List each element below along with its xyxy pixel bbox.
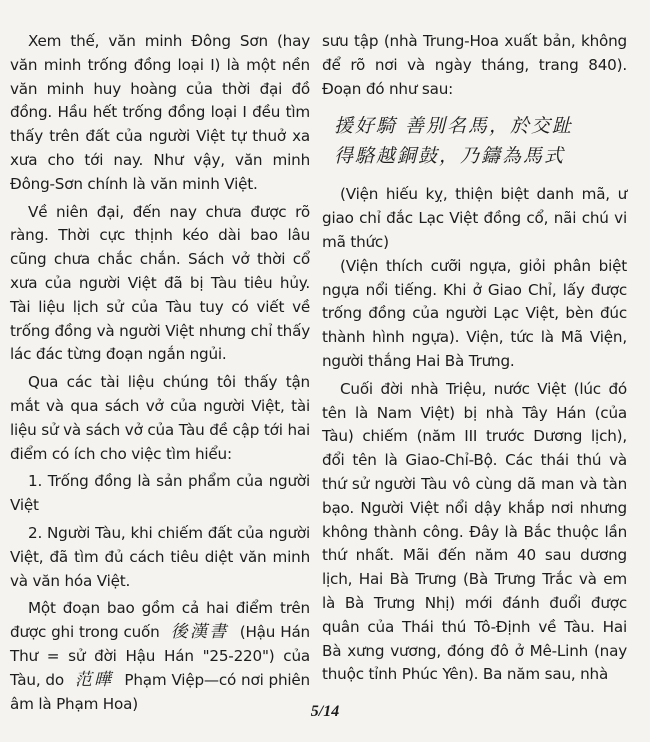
list-item-1: 1. Trống đồng là sản phẩm của người Việt — [10, 472, 310, 515]
paragraph-hau-han-thu-text-a: Một đoạn bao gồm cả hai điểm trên được ghi trong cuốn — [10, 599, 310, 642]
list-item-2: 2. Người Tàu, khi chiếm đất của người Việt, đã tìm đủ cách tiêu diệt văn minh và văn hóa Việt. — [10, 523, 310, 590]
paragraph-hau-han-thu-text-b: (Hậu Hán Thư = sử đời Hậu Hán "25-220") của Tàu, do — [10, 623, 310, 689]
left-column — [10, 30, 310, 716]
paragraph-collection: sưu tập (nhà Trung-Hoa xuất bản, không để rõ nơi và ngày tháng, trang 840). Đoạn đó như sau: — [322, 32, 627, 98]
paragraph-transliteration: (Viện hiếu kỵ, thiện biệt danh mã, ư giao chỉ đắc Lạc Việt đồng cổ, nãi chú vi mã thức) — [322, 185, 627, 251]
chinese-quote — [322, 111, 627, 171]
paragraph-sources: Qua các tài liệu chúng tôi thấy tận mắt và qua sách vở của người Việt, tài liệu sử và sách vở của Tàu đề cập tới hai điểm có ích cho việc tìm hiểu: — [10, 373, 310, 463]
paragraph-hau-han-thu-text-c: Phạm Việp—có nơi phiên âm là Phạm Hoa) — [10, 670, 310, 713]
chinese-quote-line-2: 得駱越銅鼓，乃鑄為馬式 — [334, 145, 566, 168]
page-number: 5/14 — [310, 703, 340, 720]
right-column — [322, 30, 627, 687]
paragraph-history: Cuối đời nhà Triệu, nước Việt (lúc đó tên là Nam Việt) bị nhà Tây Hán (của Tàu) chiếm (năm III trước Dương lịch), đổi tên là Giao-Chỉ-Bộ. Các thái thú và thứ sử người Tàu vô cùng dã man và tàn bạo. Người Việt nổi dậy khắp nơi nhưng không thành công. Đây là Bắc thuộc lần thứ nhất. Mãi đến năm 40 sau dương lịch, Hai Bà Trưng (Bà Trưng Trắc và em là Bà Trưng Nhị) mới đánh đuổi được quân của Thái thú Tô-Định về Tàu. Hai Bà xưng vương, đóng đô ở Mê-Linh (nay thuộc tỉnh Phúc Yên). Ba năm sau, nhà — [322, 379, 627, 684]
paragraph-hau-han-thu — [10, 597, 310, 716]
author-name-chinese: 范曄 — [74, 669, 114, 690]
chinese-quote-line-1: 援好騎 善別名馬，於交趾 — [334, 115, 574, 138]
paragraph-translation: (Viện thích cưỡi ngựa, giỏi phân biệt ngựa nổi tiếng. Khi ở Giao Chỉ, lấy được trống đồng của người Lạc Việt, bèn đúc thành hình ngựa). Viện, tức là Mã Viện, người thắng Hai Bà Trưng. — [322, 256, 627, 370]
paragraph-chronology: Về niên đại, đến nay chưa được rõ ràng. Thời cực thịnh kéo dài bao lâu cũng chưa chắc chắn. Sách vở thời cổ xưa của người Việt đã bị Tàu tiêu hủy. Tài liệu lịch sử của Tàu tuy có viết về trống đồng và người Việt nhưng chỉ thấy lác đác từng đoạn ngắn ngủi. — [10, 202, 310, 364]
paragraph-dong-son: Xem thế, văn minh Đông Sơn (hay văn minh trống đồng loại I) là một nền văn minh huy hoàng của thời đại đồ đồng. Hầu hết trống đồng loại I đều tìm thấy trên đất của người Việt tự thuở xa xưa cho tới nay. Như vậy, văn minh Đông-Sơn chính là văn minh Việt. — [10, 32, 310, 193]
book-title-chinese: 後漢書 — [170, 622, 229, 643]
